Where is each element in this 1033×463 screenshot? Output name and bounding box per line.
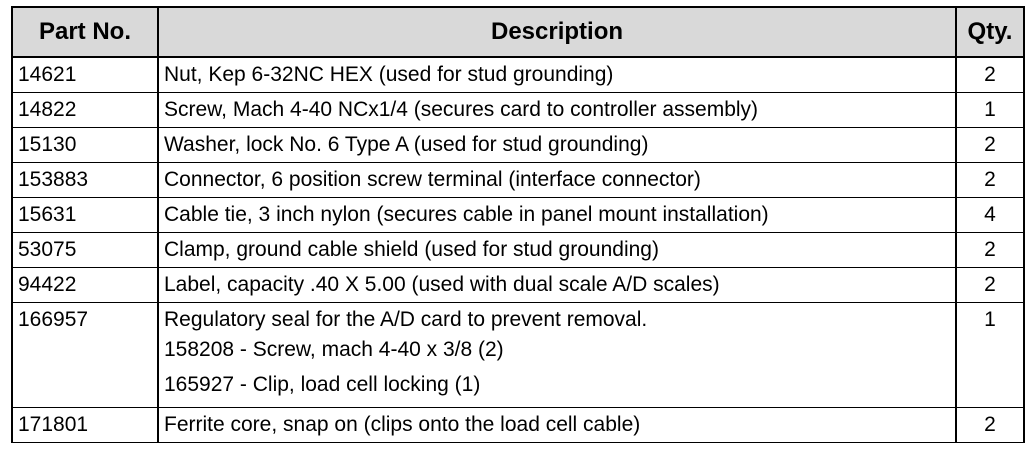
description-line: 165927 - Clip, load cell locking (1): [164, 373, 481, 396]
parts-table-container: [11, 6, 1025, 443]
table-row: [12, 93, 1024, 128]
quantity: 2: [956, 408, 1024, 443]
quantity: 2: [956, 268, 1024, 303]
description-line: Clamp, ground cable shield (used for stud grounding): [164, 238, 659, 261]
quantity: 1: [956, 303, 1024, 408]
header-qty: Qty.: [956, 7, 1024, 57]
table-row: [12, 57, 1024, 93]
table-row: [12, 303, 1024, 408]
description-line: Washer, lock No. 6 Type A (used for stud grounding): [164, 133, 649, 156]
part-number: 171801: [12, 408, 158, 443]
quantity: 2: [956, 233, 1024, 268]
description-line: Label, capacity .40 X 5.00 (used with dual scale A/D scales): [164, 273, 720, 296]
part-number: 166957: [12, 303, 158, 408]
description: [158, 57, 956, 93]
quantity: 2: [956, 128, 1024, 163]
quantity: 4: [956, 198, 1024, 233]
table-row: [12, 408, 1024, 443]
header-part-no: Part No.: [12, 7, 158, 57]
part-number: 53075: [12, 233, 158, 268]
description: [158, 128, 956, 163]
table-row: [12, 268, 1024, 303]
parts-table: [11, 6, 1025, 443]
description-line: 158208 - Screw, mach 4-40 x 3/8 (2): [164, 338, 504, 361]
part-number: 94422: [12, 268, 158, 303]
quantity: 2: [956, 57, 1024, 93]
description: [158, 163, 956, 198]
description-line: Cable tie, 3 inch nylon (secures cable in panel mount installation): [164, 203, 769, 226]
table-row: [12, 128, 1024, 163]
description: [158, 93, 956, 128]
description: [158, 303, 956, 408]
header-description: Description: [158, 7, 956, 57]
description: [158, 268, 956, 303]
quantity: 1: [956, 93, 1024, 128]
description-line: Connector, 6 position screw terminal (interface connector): [164, 168, 701, 191]
quantity: 2: [956, 163, 1024, 198]
table-row: [12, 198, 1024, 233]
description-line: Screw, Mach 4-40 NCx1/4 (secures card to controller assembly): [164, 98, 759, 121]
description-line: Regulatory seal for the A/D card to prevent removal.: [164, 308, 648, 331]
description: [158, 233, 956, 268]
part-number: 14822: [12, 93, 158, 128]
table-row: [12, 233, 1024, 268]
table-row: [12, 163, 1024, 198]
description-line: Ferrite core, snap on (clips onto the load cell cable): [164, 413, 641, 436]
description-line: Nut, Kep 6-32NC HEX (used for stud grounding): [164, 63, 614, 86]
description: [158, 198, 956, 233]
part-number: 153883: [12, 163, 158, 198]
part-number: 14621: [12, 57, 158, 93]
part-number: 15130: [12, 128, 158, 163]
description: [158, 408, 956, 443]
table-header-row: [12, 7, 1024, 57]
part-number: 15631: [12, 198, 158, 233]
